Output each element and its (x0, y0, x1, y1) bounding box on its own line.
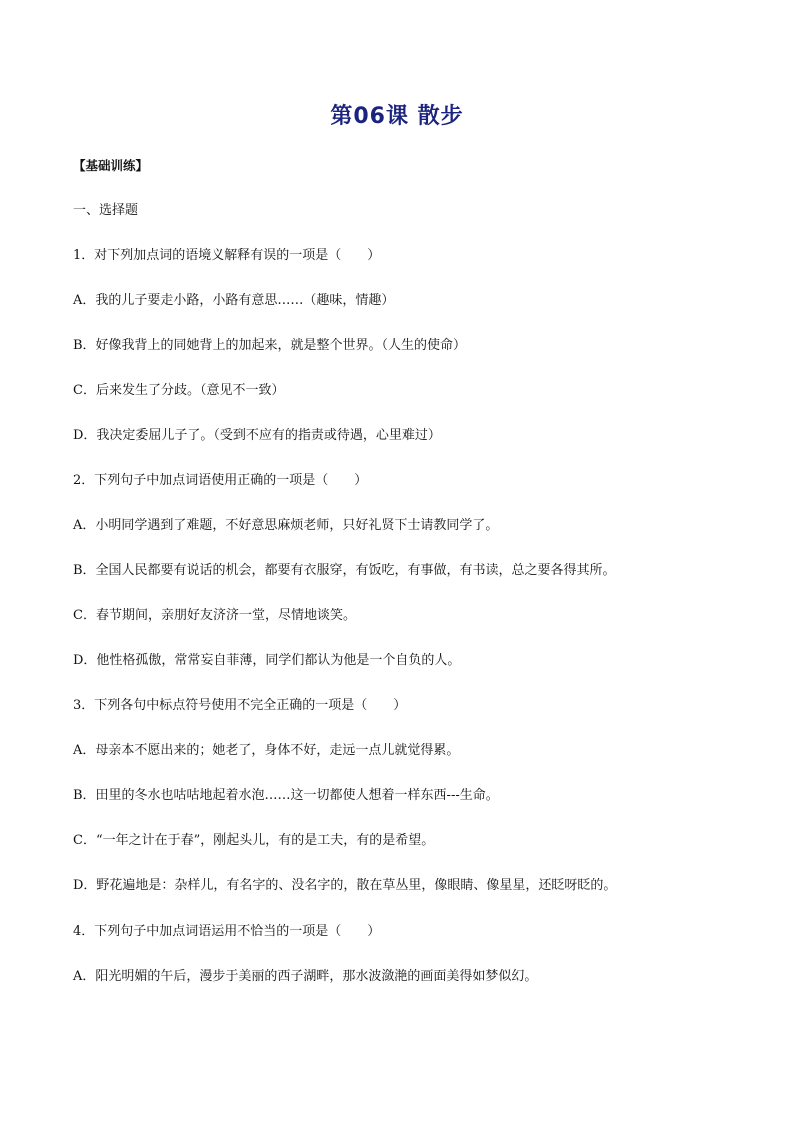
question-2-option-c: C．春节期间，亲朋好友济济一堂，尽情地谈笑。 (73, 608, 356, 623)
question-3-option-b: B．田里的冬水也咕咕地起着水泡……这一切都使人想着一样东西---生命。 (73, 788, 499, 803)
question-4-option-a: A．阳光明媚的午后，漫步于美丽的西子湖畔，那水波潋滟的画面美得如梦似幻。 (73, 969, 538, 984)
question-2-option-a: A．小明同学遇到了难题，不好意思麻烦老师，只好礼贤下士请教同学了。 (73, 518, 499, 533)
question-1-option-a: A．我的儿子要走小路，小路有意思……（趣味，情趣） (73, 293, 395, 308)
question-1-option-c: C．后来发生了分歧。（意见不一致） (73, 383, 285, 398)
question-2-option-d: D．他性格孤傲，常常妄自菲薄，同学们都认为他是一个自负的人。 (73, 653, 461, 668)
question-3-option-d: D．野花遍地是：杂样儿，有名字的、没名字的，散在草丛里，像眼睛、像星星，还眨呀眨的。 (73, 878, 617, 893)
question-4-stem: 4．下列句子中加点词语运用不恰当的一项是（ ） (73, 924, 381, 939)
question-3-option-c: C．“一年之计在于春”，刚起头儿，有的是工夫，有的是希望。 (73, 833, 435, 848)
question-1-option-b: B．好像我背上的同她背上的加起来，就是整个世界。（人生的使命） (73, 338, 467, 353)
question-1-stem: 1．对下列加点词的语境义解释有误的一项是（ ） (73, 248, 381, 263)
question-3-stem: 3．下列各句中标点符号使用不完全正确的一项是（ ） (73, 698, 407, 713)
question-3-option-a: A．母亲本不愿出来的；她老了，身体不好，走远一点儿就觉得累。 (73, 743, 460, 758)
part-heading: 一、选择题 (73, 203, 139, 218)
question-2-stem: 2．下列句子中加点词语使用正确的一项是（ ） (73, 473, 368, 488)
question-2-option-b: B．全国人民都要有说话的机会，都要有衣服穿，有饭吃，有事做，有书读，总之要各得其所。 (73, 563, 616, 578)
section-tag: 【基础训练】 (73, 158, 149, 173)
question-1-option-d: D．我决定委屈儿子了。（受到不应有的指责或待遇，心里难过） (73, 428, 441, 443)
page-title: 第06课 散步 (330, 104, 464, 129)
